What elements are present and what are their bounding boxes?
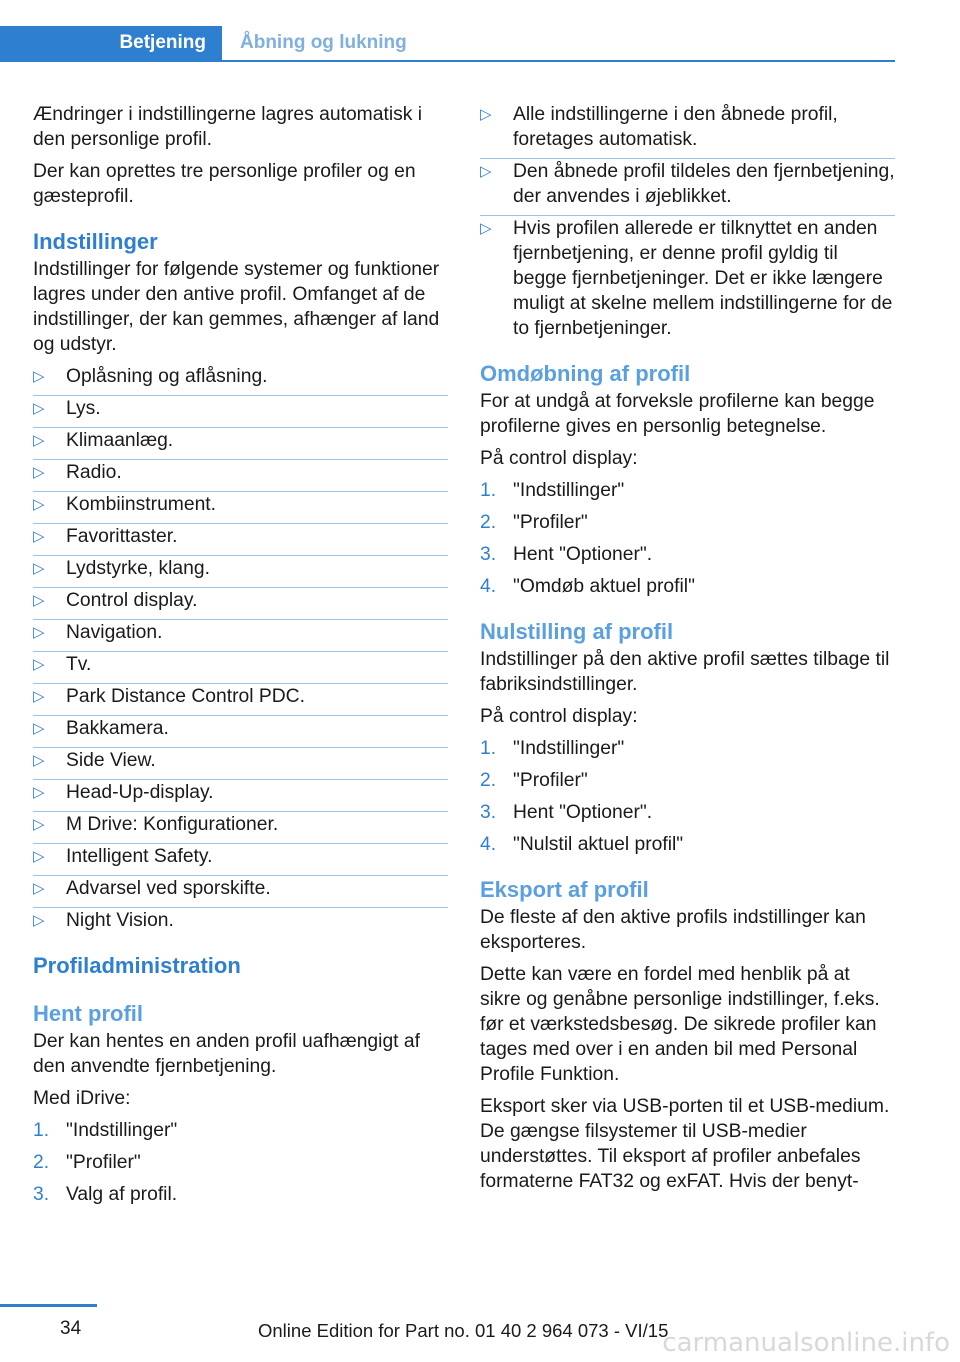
list-item-text: Klimaanlæg.: [66, 430, 174, 451]
triangle-bullet-icon: ▷: [33, 624, 45, 641]
header-rule: [0, 60, 895, 62]
triangle-bullet-icon: ▷: [33, 912, 45, 929]
list-item-text: Bakkamera.: [66, 718, 169, 739]
triangle-bullet-icon: ▷: [480, 220, 492, 237]
step-text: "Indstillinger": [513, 480, 625, 501]
reset-steps-list: [480, 736, 895, 857]
watermark[interactable]: carmanualsonline.info: [662, 1328, 950, 1358]
edition-footer: Online Edition for Part no. 01 40 2 964 073 - VI/15: [258, 1320, 669, 1341]
list-item-text: Park Distance Control PDC.: [66, 686, 305, 707]
list-item: [33, 492, 448, 517]
step-text: "Omdøb aktuel profil": [513, 576, 695, 597]
step-item: [480, 736, 895, 761]
step-number: 1.: [33, 1120, 50, 1141]
step-item: [480, 832, 895, 857]
triangle-bullet-icon: ▷: [33, 592, 45, 609]
list-item: [33, 460, 448, 485]
page-header: [0, 26, 895, 62]
step-text: Hent "Optioner".: [513, 802, 653, 823]
fetch-profile-lead: Med iDrive:: [33, 1088, 131, 1109]
list-item: [33, 684, 448, 709]
step-number: 1.: [480, 738, 497, 759]
list-item: [480, 102, 895, 152]
step-text: "Nulstil aktuel profil": [513, 834, 684, 855]
list-item: [33, 652, 448, 677]
triangle-bullet-icon: ▷: [33, 880, 45, 897]
list-item: [33, 556, 448, 581]
step-number: 2.: [480, 512, 497, 533]
triangle-bullet-icon: ▷: [33, 784, 45, 801]
step-text: Hent "Optioner".: [513, 544, 653, 565]
admin-heading: Profiladministration: [33, 953, 241, 978]
list-item: [33, 620, 448, 645]
list-item: [33, 396, 448, 421]
left-column: [33, 102, 448, 1214]
settings-list: [33, 364, 448, 933]
rename-paragraph: For at undgå at forveksle profilerne kan begge profilerne gives en personlig betegnelse.: [480, 391, 875, 437]
step-text: Valg af profil.: [66, 1184, 178, 1205]
list-item-text: Lys.: [66, 398, 101, 419]
list-item: [480, 216, 895, 341]
step-item: [480, 478, 895, 503]
list-item: [33, 716, 448, 741]
reset-paragraph: Indstillinger på den aktive profil sættes tilbage til fabriksindstillinger.: [480, 649, 890, 695]
step-text: "Indstillinger": [513, 738, 625, 759]
triangle-bullet-icon: ▷: [480, 163, 492, 180]
settings-heading: Indstillinger: [33, 229, 158, 254]
step-item: [480, 542, 895, 567]
step-text: "Indstillinger": [66, 1120, 178, 1141]
step-text: "Profiler": [66, 1152, 141, 1173]
step-number: 3.: [33, 1184, 50, 1205]
list-item-text: Head-Up-display.: [66, 782, 214, 803]
export-heading: Eksport af profil: [480, 877, 649, 902]
export-paragraph-2: Dette kan være en fordel med henblik på at sikre og genåbne personlige indstillinger, f.eks. før et værkstedsbesøg. De sikrede profiler kan tages med over i en anden bil med Personal Profile Funktion.: [480, 964, 880, 1085]
list-item: [33, 876, 448, 901]
list-item: [480, 159, 895, 209]
list-item-text: Intelligent Safety.: [66, 846, 213, 867]
footer-rule: [0, 1304, 97, 1307]
triangle-bullet-icon: ▷: [33, 528, 45, 545]
rename-lead: På control display:: [480, 448, 638, 469]
step-item: [480, 768, 895, 793]
triangle-bullet-icon: ▷: [33, 848, 45, 865]
header-subsection-tab[interactable]: Åbning og lukning: [240, 32, 407, 53]
intro-paragraph-1: Ændringer i indstillingerne lagres automatisk i den personlige profil.: [33, 104, 423, 150]
step-number: 2.: [33, 1152, 50, 1173]
step-number: 4.: [480, 834, 497, 855]
step-number: 2.: [480, 770, 497, 791]
list-item: [33, 588, 448, 613]
list-item: [33, 524, 448, 549]
list-item: [33, 780, 448, 805]
fetch-steps-list: [33, 1118, 448, 1207]
step-text: "Profiler": [513, 770, 588, 791]
list-item: [33, 364, 448, 389]
header-section-tab[interactable]: Betjening: [0, 26, 222, 60]
profile-bullets-list: [480, 102, 895, 341]
step-item: [480, 574, 895, 599]
list-item-text: Kombiinstrument.: [66, 494, 217, 515]
reset-lead: På control display:: [480, 706, 638, 727]
fetch-profile-heading: Hent profil: [33, 1001, 143, 1026]
list-item: [33, 844, 448, 869]
step-item: [33, 1182, 448, 1207]
right-column: [480, 102, 895, 1201]
step-number: 1.: [480, 480, 497, 501]
list-item-text: Radio.: [66, 462, 122, 483]
list-item-text: Side View.: [66, 750, 156, 771]
step-item: [480, 510, 895, 535]
step-number: 3.: [480, 802, 497, 823]
triangle-bullet-icon: ▷: [33, 816, 45, 833]
triangle-bullet-icon: ▷: [33, 560, 45, 577]
list-item-text: Navigation.: [66, 622, 163, 643]
page-number: 34: [60, 1318, 82, 1339]
list-item-text: Favorittaster.: [66, 526, 178, 547]
list-item: [33, 428, 448, 453]
list-item-text: Alle indstillingerne i den åbnede profil, foretages automatisk.: [513, 104, 838, 150]
list-item-text: Den åbnede profil tildeles den fjernbetjening, der anvendes i øjeblikket.: [513, 161, 895, 207]
triangle-bullet-icon: ▷: [33, 400, 45, 417]
triangle-bullet-icon: ▷: [33, 464, 45, 481]
list-item: [33, 908, 448, 933]
triangle-bullet-icon: ▷: [33, 720, 45, 737]
step-number: 4.: [480, 576, 497, 597]
triangle-bullet-icon: ▷: [33, 496, 45, 513]
step-text: "Profiler": [513, 512, 588, 533]
intro-paragraph-2: Der kan oprettes tre personlige profiler og en gæsteprofil.: [33, 161, 416, 207]
export-paragraph-1: De fleste af den aktive profils indstillinger kan eksporteres.: [480, 907, 866, 953]
list-item: [33, 812, 448, 837]
list-item-text: Hvis profilen allerede er tilknyttet en anden fjernbetjening, er denne profil gyldig til begge fjernbetjeninger. Det er ikke længere muligt at skelne mellem indstillingerne for de to fjernbetjeninger.: [513, 218, 893, 339]
step-item: [33, 1150, 448, 1175]
list-item-text: Lydstyrke, klang.: [66, 558, 210, 579]
triangle-bullet-icon: ▷: [33, 656, 45, 673]
list-item-text: Night Vision.: [66, 910, 174, 931]
triangle-bullet-icon: ▷: [33, 752, 45, 769]
step-item: [480, 800, 895, 825]
step-number: 3.: [480, 544, 497, 565]
triangle-bullet-icon: ▷: [480, 106, 492, 123]
export-paragraph-3: Eksport sker via USB-porten til et USB-medium. De gængse filsystemer til USB-medier understøttes. Til eksport af profiler anbefales formaterne FAT32 og exFAT. Hvis der benyt-: [480, 1096, 890, 1192]
rename-heading: Omdøbning af profil: [480, 361, 691, 386]
triangle-bullet-icon: ▷: [33, 432, 45, 449]
list-item: [33, 748, 448, 773]
triangle-bullet-icon: ▷: [33, 368, 45, 385]
reset-heading: Nulstilling af profil: [480, 619, 674, 644]
rename-steps-list: [480, 478, 895, 599]
list-item-text: Tv.: [66, 654, 92, 675]
list-item-text: Control display.: [66, 590, 198, 611]
list-item-text: M Drive: Konfigurationer.: [66, 814, 279, 835]
fetch-profile-paragraph: Der kan hentes en anden profil uafhængigt af den anvendte fjernbetjening.: [33, 1031, 420, 1077]
list-item-text: Advarsel ved sporskifte.: [66, 878, 271, 899]
step-item: [33, 1118, 448, 1143]
triangle-bullet-icon: ▷: [33, 688, 45, 705]
settings-paragraph: Indstillinger for følgende systemer og funktioner lagres under den antive profil. Omfanget af de indstillinger, der kan gemmes, afhænger af land og udstyr.: [33, 259, 440, 355]
list-item-text: Oplåsning og aflåsning.: [66, 366, 268, 387]
